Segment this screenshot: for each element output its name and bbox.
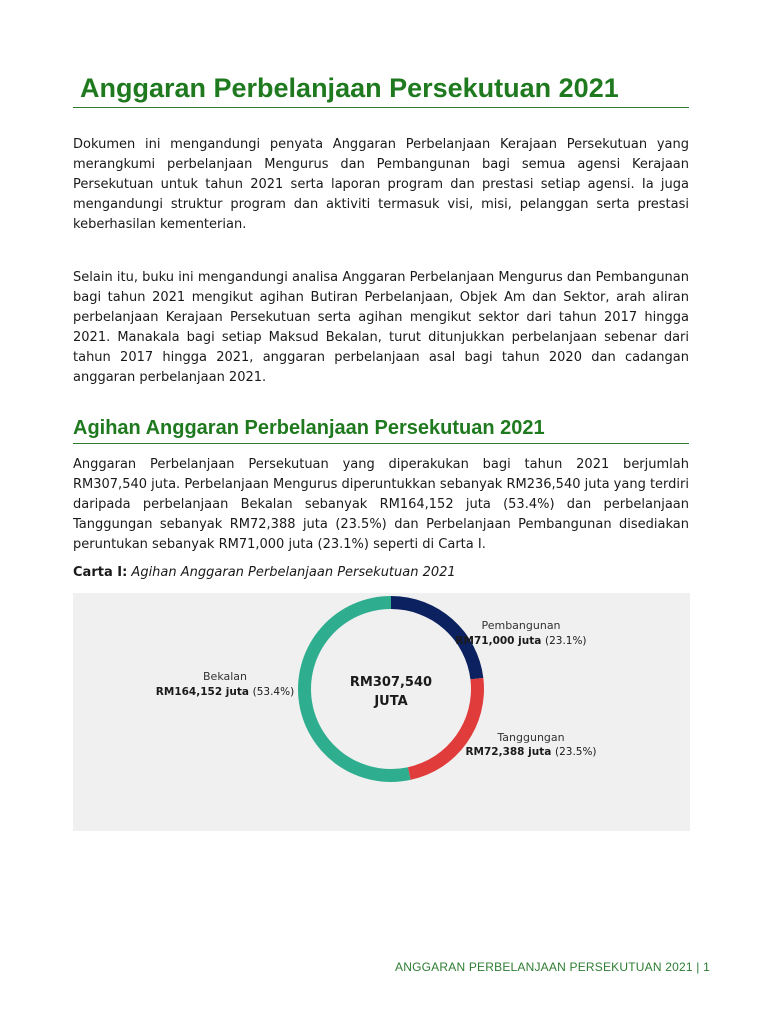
section-paragraph: Anggaran Perbelanjaan Persekutuan yang diperakukan bagi tahun 2021 berjumlah RM307,540 juta. Perbelanjaan Mengurus diperuntukkan sebanyak RM236,540 juta yang terdiri daripada perbelanjaan Bekalan sebanyak RM164,152 juta (53.4%) dan perbelanjaan Tanggungan sebanyak RM72,388 juta (23.5%) dan Perbelanjaan Pembangunan disediakan peruntukan sebanyak RM71,000 juta (23.1%) seperti di Carta I.: [73, 457, 689, 552]
title-divider: [73, 107, 689, 108]
caption-text: Agihan Anggaran Perbelanjaan Persekutuan 2021: [131, 565, 456, 580]
label-percent-pembangunan: (23.1%): [544, 635, 587, 647]
label-percent-tanggungan: (23.5%): [554, 746, 597, 758]
intro-paragraph-2: Selain itu, buku ini mengandungi analisa Anggaran Perbelanjaan Mengurus dan Pembangunan bagi tahun 2021 mengikut agihan Butiran Perbelanjaan, Objek Am dan Sektor, arah aliran perbelanjaan Kerajaan Persekutuan serta agihan mengikut sektor dari tahun 2017 hingga 2021. Manakala bagi setiap Maksud Bekalan, turut ditunjukkan perbelanjaan sebenar dari tahun 2017 hingga 2021, anggaran perbelanjaan asal bagi tahun 2020 dan cadangan anggaran perbelanjaan 2021.: [73, 270, 689, 385]
label-value-tanggungan: [465, 746, 596, 758]
section-divider: [73, 443, 689, 444]
donut-chart-panel: [73, 593, 690, 831]
label-amount-pembangunan: RM71,000 juta: [455, 635, 545, 647]
caption-label: Carta I:: [73, 565, 128, 580]
label-name-bekalan: Bekalan: [203, 670, 247, 683]
donut-center-unit: JUTA: [374, 694, 408, 709]
label-amount-tanggungan: RM72,388 juta: [465, 746, 555, 758]
chart-caption: [73, 564, 456, 582]
label-percent-bekalan: (53.4%): [252, 686, 295, 698]
section-title: Agihan Anggaran Perbelanjaan Persekutuan 2021: [73, 417, 545, 439]
label-amount-bekalan: RM164,152 juta: [155, 686, 253, 698]
donut-center-amount: RM307,540: [349, 675, 433, 690]
donut-chart: [73, 593, 690, 831]
donut-slice-tanggungan: [408, 678, 484, 780]
page-title: Anggaran Perbelanjaan Persekutuan 2021: [80, 73, 619, 103]
label-value-pembangunan: [455, 635, 586, 647]
page-footer: ANGGARAN PERBELANJAAN PERSEKUTUAN 2021 | 1: [395, 960, 710, 974]
label-value-bekalan: [156, 686, 294, 698]
intro-paragraph-1: Dokumen ini mengandungi penyata Anggaran Perbelanjaan Kerajaan Persekutuan yang merangkumi perbelanjaan Mengurus dan Pembangunan bagi semua agensi Kerajaan Persekutuan untuk tahun 2021 serta laporan program dan prestasi setiap agensi. Ia juga mengandungi struktur program dan aktiviti termasuk visi, misi, pelanggan serta prestasi keberhasilan kementerian.: [73, 137, 689, 232]
label-name-tanggungan: Tanggungan: [497, 731, 565, 744]
label-name-pembangunan: Pembangunan: [481, 619, 561, 632]
